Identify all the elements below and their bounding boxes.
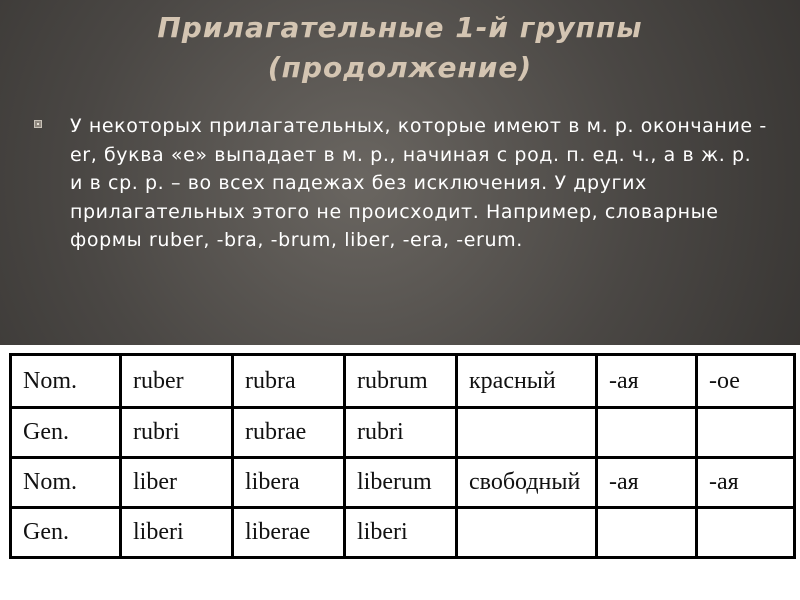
case-cell: Nom. [11, 355, 121, 408]
translation-neut-cell [697, 508, 795, 558]
slide-title-line-1: Прилагательные 1-й группы [157, 11, 643, 44]
translation-cell [457, 508, 597, 558]
declension-table [9, 353, 796, 559]
slide-title [40, 8, 760, 88]
masculine-cell: liber [121, 458, 233, 508]
translation-fem-cell: -ая [597, 355, 697, 408]
translation-fem-cell [597, 408, 697, 458]
neuter-cell: liberi [345, 508, 457, 558]
table-row [11, 508, 795, 558]
translation-fem-cell: -ая [597, 458, 697, 508]
translation-neut-cell: -ая [697, 458, 795, 508]
translation-cell: свободный [457, 458, 597, 508]
declension-table-panel [0, 345, 800, 600]
table-row [11, 408, 795, 458]
feminine-cell: rubrae [233, 408, 345, 458]
translation-neut-cell [697, 408, 795, 458]
translation-cell [457, 408, 597, 458]
slide-title-line-2: (продолжение) [267, 51, 533, 84]
bullet-text: У некоторых прилагательных, которые имеют в м. р. окончание -er, буква «е» выпадает в м. р., начиная с род. п. ед. ч., а в ж. р. и в ср. р. – во всех падежах без исключения. У других прилагательных этого не происходит. Например, словарные формы ruber, -bra, -brum, liber, -era, -erum. [70, 115, 767, 251]
neuter-cell: rubri [345, 408, 457, 458]
neuter-cell: rubrum [345, 355, 457, 408]
table-row [11, 458, 795, 508]
masculine-cell: liberi [121, 508, 233, 558]
square-bullet-icon [34, 120, 42, 128]
neuter-cell: liberum [345, 458, 457, 508]
case-cell: Gen. [11, 408, 121, 458]
translation-cell: красный [457, 355, 597, 408]
feminine-cell: liberae [233, 508, 345, 558]
table-row [11, 355, 795, 408]
masculine-cell: rubri [121, 408, 233, 458]
feminine-cell: libera [233, 458, 345, 508]
feminine-cell: rubra [233, 355, 345, 408]
case-cell: Nom. [11, 458, 121, 508]
case-cell: Gen. [11, 508, 121, 558]
translation-neut-cell: -ое [697, 355, 795, 408]
masculine-cell: ruber [121, 355, 233, 408]
translation-fem-cell [597, 508, 697, 558]
